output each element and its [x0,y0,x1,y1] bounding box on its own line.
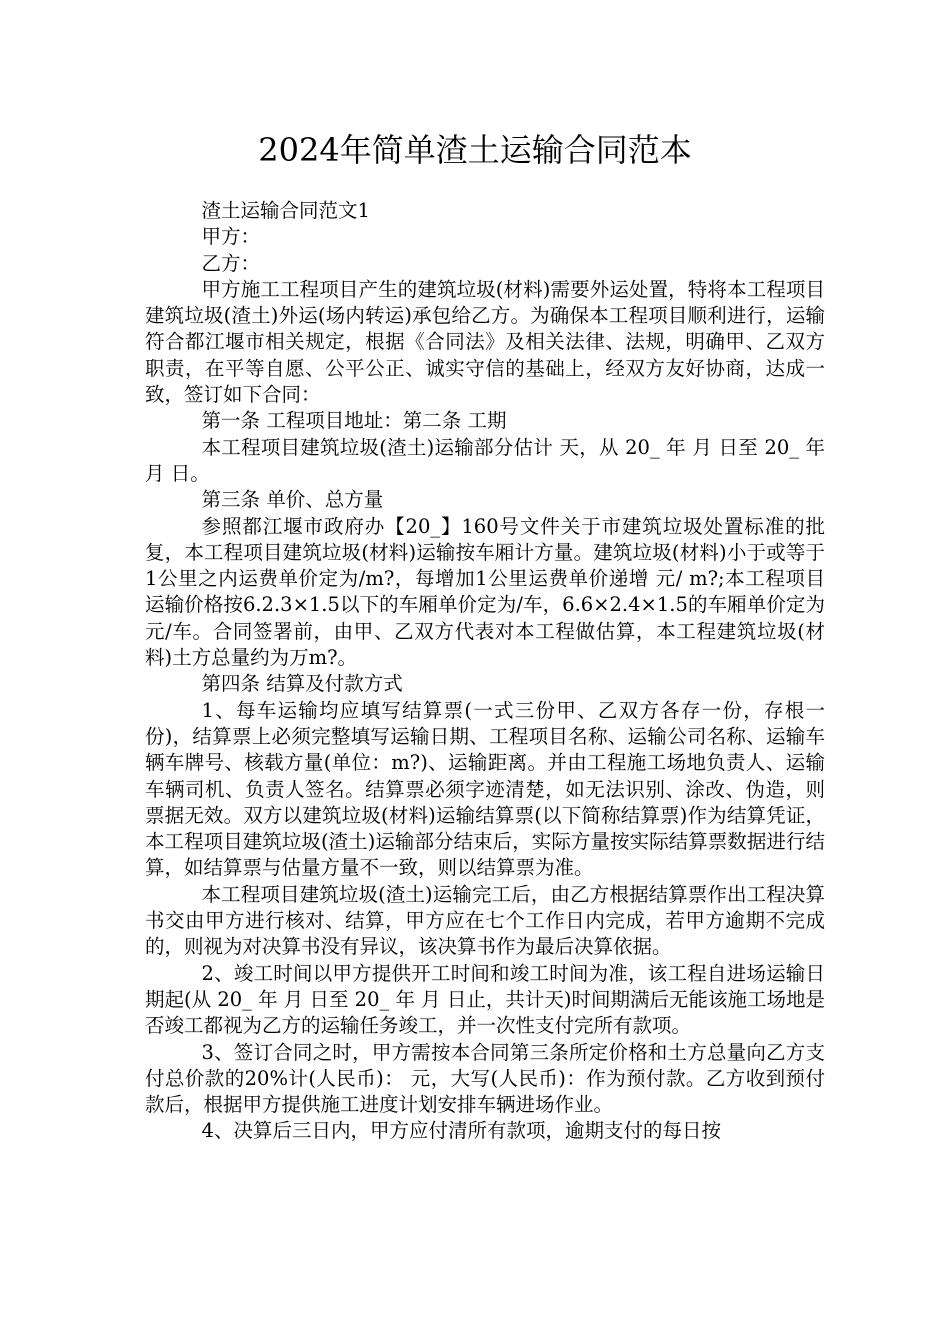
article-4-heading: 第四条 结算及付款方式 [201,672,403,696]
preamble-paragraph: 甲方施工工程项目产生的建筑垃圾(材料)需要外运处置，特将本工程项目建筑垃圾(渣土)外运(场内转运)承包给乙方。为确保本工程项目顺利进行，运输符合都江堰市相关规定，根据《合同法》及相关法律、法规，明确甲、乙双方职责，在平等自愿、公平公正、诚实守信的基础上，经双方友好协商，达成一致，签订如下合同： [145,277,825,407]
document-body [145,198,825,1145]
price-paragraph: 参照都江堰市政府办【20_】160号文件关于市建筑垃圾处置标准的批复，本工程项目建筑垃圾(材料)运输按车厢计方量。建筑垃圾(材料)小于或等于1公里之内运费单价定为/m?，每增加1公里运费单价递增 元/ m?;本工程项目运输价格按6.2.3×1.5以下的车厢单价定为/车，6.6×2.4×1.5的车厢单价定为元/车。合同签署前，由甲、乙双方代表对本工程做估算，本工程建筑垃圾(材料)土方总量约为万m?。 [145,514,825,670]
party-b-line: 乙方： [201,251,261,275]
document-title: 2024年简单渣土运输合同范本 [258,131,692,169]
settlement-clause-3: 3、签订合同之时，甲方需按本合同第三条所定价格和土方总量向乙方支付总价款的20%计(人民币)： 元，大写(人民币)：作为预付款。乙方收到预付款后，根据甲方提供施工进度计划安排车辆进场作业。 [145,1040,825,1117]
settlement-clause-2: 2、竣工时间以甲方提供开工时间和竣工时间为准，该工程自进场运输日期起(从 20_ 年 月 日至 20_ 年 月 日止，共计天)时间期满后无能该施工场地是否竣工都视为乙方的运输任务竣工，并一次性支付完所有款项。 [145,961,825,1038]
settlement-clause-4: 4、决算后三日内，甲方应付清所有款项，逾期支付的每日按 [201,1119,721,1143]
article-3-heading: 第三条 单价、总方量 [201,488,384,512]
party-a-line: 甲方： [201,225,261,249]
settlement-clause-final-account: 本工程项目建筑垃圾(渣土)运输完工后，由乙方根据结算票作出工程决算书交由甲方进行核对、结算，甲方应在七个工作日内完成，若甲方逾期不完成的，则视为对决算书没有异议，该决算书作为最后决算依据。 [145,882,825,959]
contract-subtitle: 渣土运输合同范文1 [201,199,370,222]
settlement-clause-1: 1、每车运输均应填写结算票(一式三份甲、乙双方各存一份，存根一份)，结算票上必须完整填写运输日期、工程项目名称、运输公司名称、运输车辆车牌号、核载方量(单位：m?)、运输距离。并由工程施工场地负责人、运输车辆司机、负责人签名。结算票必须字迹清楚，如无法识别、涂改、伪造，则票据无效。双方以建筑垃圾(材料)运输结算票(以下简称结算票)作为结算凭证，本工程项目建筑垃圾(渣土)运输部分结束后，实际方量按实际结算票数据进行结算，如结算票与估量方量不一致，则以结算票为准。 [145,698,825,880]
article-1-2-heading: 第一条 工程项目地址：第二条 工期 [201,409,507,433]
duration-paragraph: 本工程项目建筑垃圾(渣土)运输部分估计 天，从 20_ 年 月 日至 20_ 年 月 日。 [145,435,825,485]
